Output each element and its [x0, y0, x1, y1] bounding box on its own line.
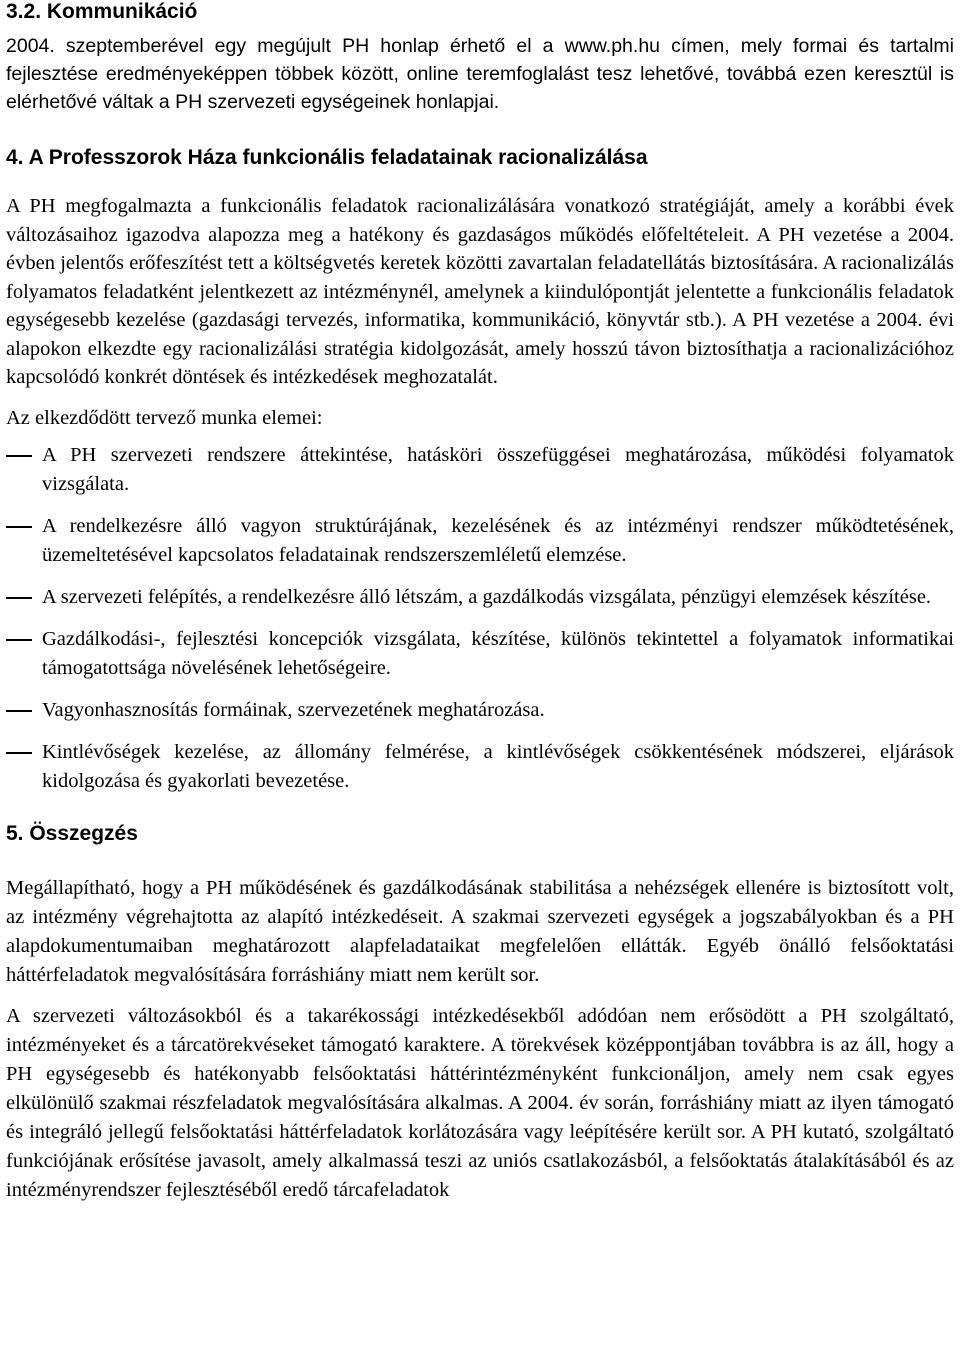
list-item-text: A PH szervezeti rendszere áttekintése, hatásköri összefüggései meghatározása, működési folyamatok vizsgálata. — [42, 444, 954, 495]
list-item — [6, 583, 954, 612]
dash-bullet-icon — [6, 526, 32, 528]
list-item-text: A rendelkezésre álló vagyon struktúrájának, kezelésének és az intézményi rendszer működtetésének, üzemeltetésével kapcsolatos feladatainak rendszerszemléletű elemzése. — [42, 515, 954, 566]
list-intro: Az elkezdődött tervező munka elemei: — [6, 406, 323, 429]
paragraph-osszegzes-2: A szervezeti változásokból és a takarékossági intézkedésekből adódóan nem erősödött a PH szolgáltató, intézményeket és a tárcatörekvéseket támogató karaktere. A törekvések középpontjában továbbra is az áll, hogy a PH egységesebb és hatékonyabb felsőoktatási háttérintézményként funkcionáljon, amely nem csak egyes elkülönülő szakmai részfeladatok megvalósítására alkalmas. A 2004. év során, forráshiány miatt az ilyen támogató és integráló jellegű felsőoktatási háttérfeladatok korlátozására vagy leépítésére került sor. A PH kutató, szolgáltató funkciójának erősítése javasolt, amely alkalmassá teszi az uniós csatlakozásból, a felsőoktatás átalakításából és az intézményrendszer fejlesztéséből eredő tárcafeladatok — [6, 1005, 954, 1201]
list-item — [6, 441, 954, 499]
dash-bullet-icon — [6, 752, 32, 754]
task-list — [6, 441, 954, 796]
list-item — [6, 738, 954, 796]
paragraph-kommunikacio: 2004. szeptemberével egy megújult PH honlap érhető el a www.ph.hu címen, mely formai és tartalmi fejlesztése eredményeképpen többek között, online teremfoglalást tesz lehetővé, továbbá ezen keresztül is elérhetővé váltak a PH szervezeti egységeinek honlapjai. — [6, 35, 954, 113]
list-item-text: A szervezeti felépítés, a rendelkezésre álló létszám, a gazdálkodás vizsgálata, pénzügyi elemzések készítése. — [42, 586, 932, 608]
list-item — [6, 696, 954, 725]
paragraph-racionalizalas: A PH megfogalmazta a funkcionális feladatok racionalizálására vonatkozó stratégiáját, amely a korábbi évek változásaihoz igazodva alapozza meg a hatékony és gazdaságos működés előfeltételeit. A PH vezetése a 2004. évben jelentős erőfeszítést tett a költségvetés keretek közötti zavartalan feladatellátás biztosítására. A racionalizálás folyamatos feladatként jelentkezett az intézménynél, amelynek a kiindulópontját jelentette a funkcionális feladatok egységesebb kezelése (gazdasági tervezés, informatika, kommunikáció, könyvtár stb.). A PH vezetése a 2004. évi alapokon elkezdte egy racionalizálási stratégia kidolgozását, amely hosszú távon biztosíthatja a racionalizációhoz kapcsolódó konkrét döntések és intézkedések meghozatalát. — [6, 195, 954, 388]
document-page — [6, 0, 954, 1205]
section-heading-osszegzes: 5. Összegzés — [6, 822, 138, 845]
list-item-text: Vagyonhasznosítás formáinak, szervezetének meghatározása. — [42, 699, 545, 721]
paragraph-osszegzes-1: Megállapítható, hogy a PH működésének és gazdálkodásának stabilitása a nehézségek ellenére is biztosított volt, az intézmény végrehajtotta az alapító intézkedéseit. A szakmai szervezeti egységek a jogszabályokban és a PH alapdokumentumaiban meghatározott alapfeladataikat megfelelően ellátták. Egyéb önálló felsőoktatási háttérfeladatok megvalósítására forráshiány miatt nem került sor. — [6, 877, 954, 986]
list-item-text: Gazdálkodási-, fejlesztési koncepciók vizsgálata, készítése, különös tekintettel a folyamatok informatikai támogatottsága növelésének lehetőségeire. — [42, 628, 954, 679]
list-item — [6, 625, 954, 683]
dash-bullet-icon — [6, 639, 32, 641]
list-item — [6, 512, 954, 570]
dash-bullet-icon — [6, 455, 32, 457]
section-heading-professzorok: 4. A Professzorok Háza funkcionális feladatainak racionalizálása — [6, 146, 648, 169]
dash-bullet-icon — [6, 710, 32, 712]
section-heading-kommunikacio: 3.2. Kommunikáció — [6, 0, 198, 23]
list-item-text: Kintlévőségek kezelése, az állomány felmérése, a kintlévőségek csökkentésének módszerei, eljárások kidolgozása és gyakorlati bevezetése. — [42, 741, 954, 792]
dash-bullet-icon — [6, 597, 32, 599]
